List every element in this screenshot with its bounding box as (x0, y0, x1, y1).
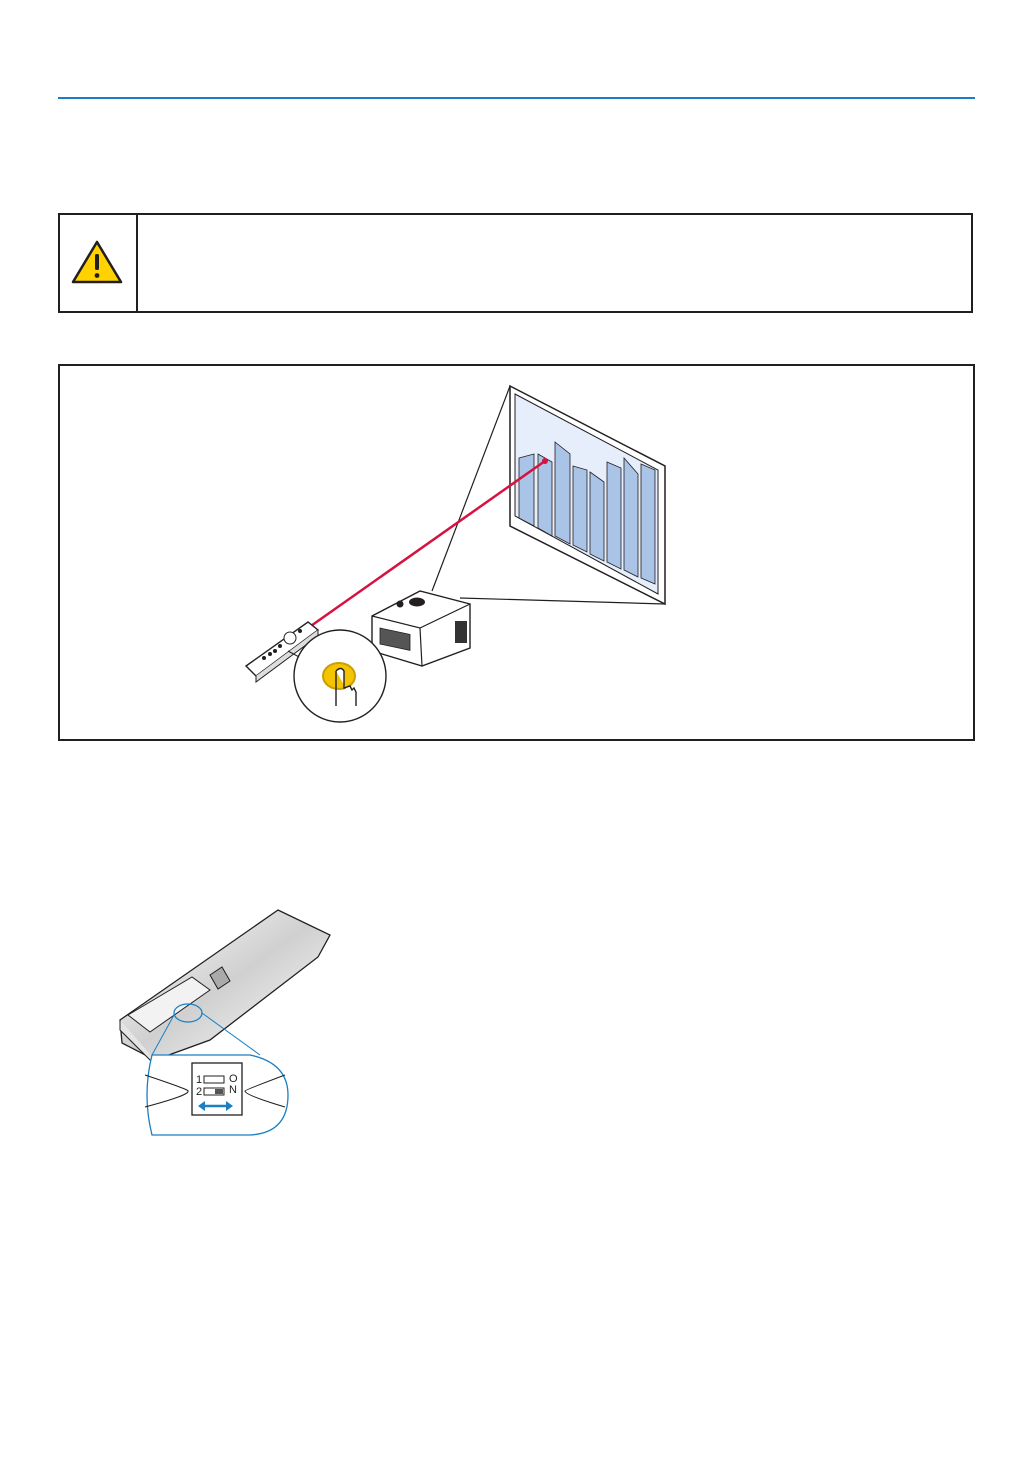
switch-label-1: 1 (196, 1074, 203, 1086)
remote-dip-switch-figure (100, 895, 340, 1150)
screen-icon (510, 386, 665, 604)
projection-line-lower (460, 598, 665, 604)
remote-back-icon (100, 895, 340, 1145)
switch-label-2: 2 (196, 1086, 203, 1098)
caution-icon-cell (60, 215, 138, 311)
header-rule (58, 97, 975, 99)
warning-triangle-icon (70, 239, 124, 285)
switch-label-on-n: N (229, 1084, 237, 1096)
projection-figure (58, 364, 975, 741)
projection-line-upper (432, 386, 510, 591)
projection-illustration (60, 366, 973, 739)
dip-switch-icon (145, 1055, 288, 1135)
switch-label-on-o: O (229, 1073, 238, 1085)
projector-icon (372, 591, 470, 666)
caution-box (58, 213, 973, 313)
